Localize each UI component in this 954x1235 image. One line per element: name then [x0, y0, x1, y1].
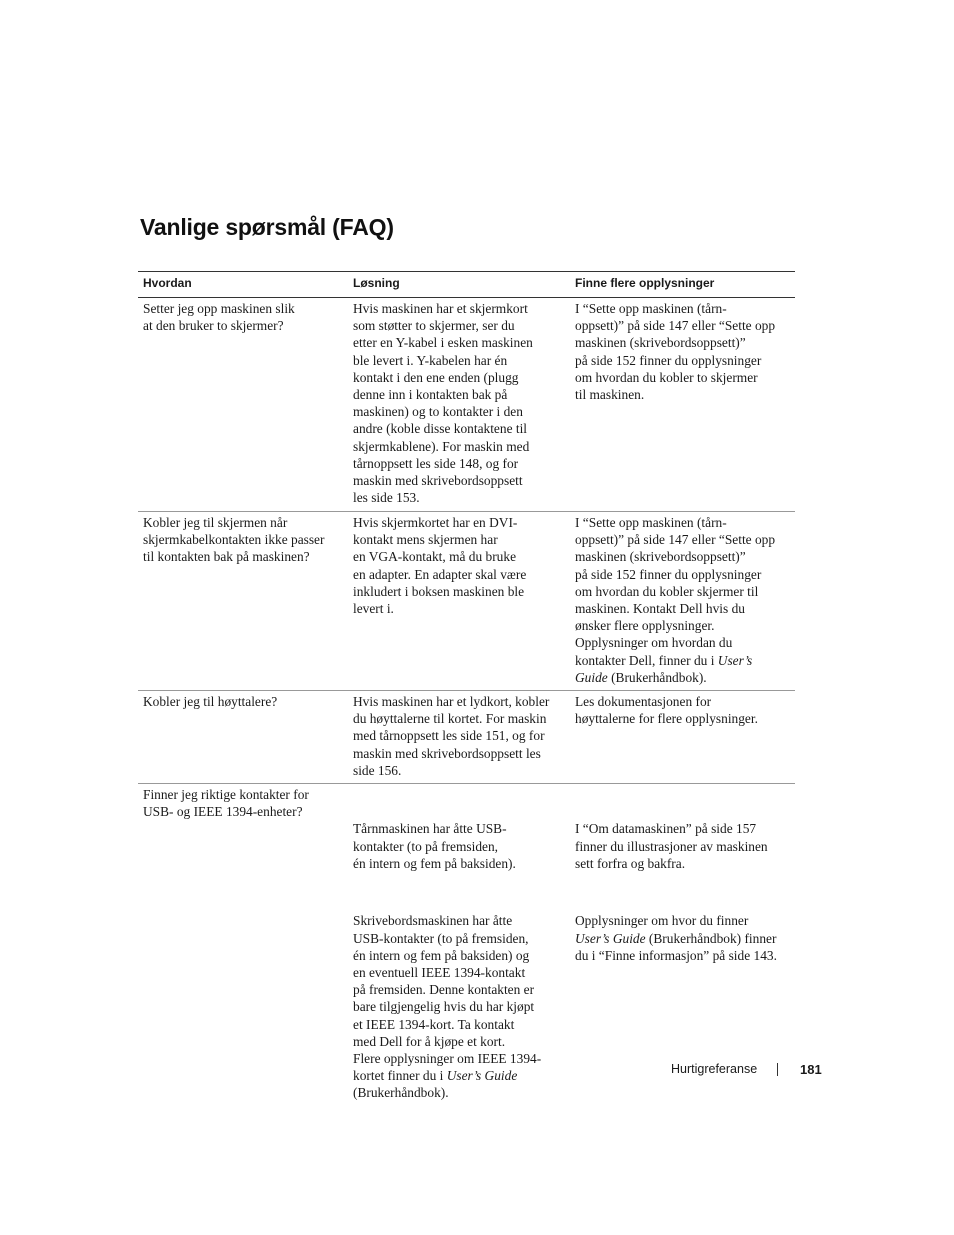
- table-row: [138, 691, 795, 784]
- row-solution: [348, 298, 570, 511]
- solution-text: Hvis skjermkortet har en DVI- kontakt mens skjermen har en VGA-kontakt, må du bruke en adapter. En adapter skal være inkludert i boksen maskinen ble levert i.: [353, 515, 527, 617]
- table-header: [138, 271, 795, 298]
- users-guide-title: User’s Guide: [446, 1068, 518, 1084]
- more-info-text-tail: (Brukerhåndbok) finner du i “Finne informasjon” på side 143.: [575, 930, 777, 963]
- row-how: Finner jeg riktige kontakter for USB- og IEEE 1394-enheter?: [143, 787, 309, 820]
- table-row: [138, 298, 795, 512]
- solution-text: Hvis maskinen har et skjermkort som støtter to skjermer, ser du etter en Y-kabel i esken maskinen ble levert i. Y-kabelen har én kontakt i den ene enden (plugg denne inn i kontakten bak på maskinen) og to kontakter i den andre (koble disse kontaktene til skjermkablene). For maskin med tårnoppsett les side 148, og for maskin med skrivebordsoppsett les side 153.: [353, 301, 533, 506]
- solution-text-tail: (Brukerhåndbok).: [353, 1085, 449, 1101]
- more-info-text: [575, 912, 795, 964]
- row-how: Kobler jeg til skjermen når skjermkabelkontakten ikke passer til kontakten bak på maskinen?: [143, 515, 325, 565]
- page-number: 181: [800, 1062, 822, 1077]
- more-info-text: I “Sette opp maskinen (tårn- oppsett)” på side 147 eller “Sette opp maskinen (skrivebordsoppsett)” på side 152 finner du opplysninger om hvordan du kobler to skjermer til maskinen.: [575, 301, 776, 403]
- footer-section-label: Hurtigreferanse: [671, 1062, 758, 1076]
- header-how: Hvordan: [143, 276, 192, 290]
- header-solution: Løsning: [353, 276, 400, 290]
- users-guide-title: User’s Guide: [575, 652, 753, 685]
- solution-text: Hvis maskinen har et lydkort, kobler du høyttalerne til kortet. For maskin med tårnoppsett les side 151, og for maskin med skrivebordsoppsett les side 156.: [353, 694, 550, 778]
- more-info-text: I “Om datamaskinen” på side 157 finner du illustrasjoner av maskinen sett forfra og bakfra.: [575, 821, 768, 871]
- faq-table: [138, 271, 795, 1136]
- row-more-info: [570, 298, 795, 511]
- solution-text-main: Skrivebordsmaskinen har åtte USB-kontakter (to på fremsiden, én intern og fem på baksiden) og en eventuell IEEE 1394-kontakt på fremsiden. Denne kontakten er bare tilgjengelig hvis du har kjøpt et IEEE 1394-kort. Ta kontakt med Dell for å kjøpe et kort. Flere opplysninger om IEEE 1394- kortet finner du i: [353, 913, 542, 1084]
- row-more-info: [570, 512, 795, 690]
- solution-text-desktop: [353, 912, 570, 1101]
- row-solution: [348, 784, 570, 1136]
- more-info-text-main: I “Sette opp maskinen (tårn- oppsett)” på side 147 eller “Sette opp maskinen (skrivebordsoppsett)” på side 152 finner du opplysninger om hvordan du kobler skjermer til maskinen. Kontakt Dell hvis du ønsker flere opplysninger. Opplysninger om hvordan du kontakter Dell, finner du i: [575, 515, 776, 668]
- row-more-info: [570, 691, 795, 783]
- footer-divider: [777, 1063, 778, 1076]
- table-row: [138, 784, 795, 1136]
- more-info-text-main: Opplysninger om hvor du finner: [575, 913, 749, 929]
- header-more-info: Finne flere opplysninger: [575, 276, 715, 290]
- row-solution: [348, 512, 570, 690]
- page-title: Vanlige spørsmål (FAQ): [140, 214, 394, 240]
- more-info-text: Les dokumentasjonen for høyttalerne for flere opplysninger.: [575, 694, 758, 727]
- users-guide-title: User’s Guide: [575, 930, 646, 946]
- more-info-text-tail: (Brukerhåndbok).: [607, 669, 707, 685]
- row-solution: [348, 691, 570, 783]
- solution-text-tower: Tårnmaskinen har åtte USB- kontakter (to på fremsiden, én intern og fem på baksiden).: [353, 821, 516, 871]
- table-row: [138, 512, 795, 691]
- row-more-info: [570, 784, 795, 1136]
- row-how: Kobler jeg til høyttalere?: [143, 694, 278, 709]
- more-info-text: [575, 514, 795, 686]
- row-how: Setter jeg opp maskinen slik at den bruker to skjermer?: [143, 301, 295, 334]
